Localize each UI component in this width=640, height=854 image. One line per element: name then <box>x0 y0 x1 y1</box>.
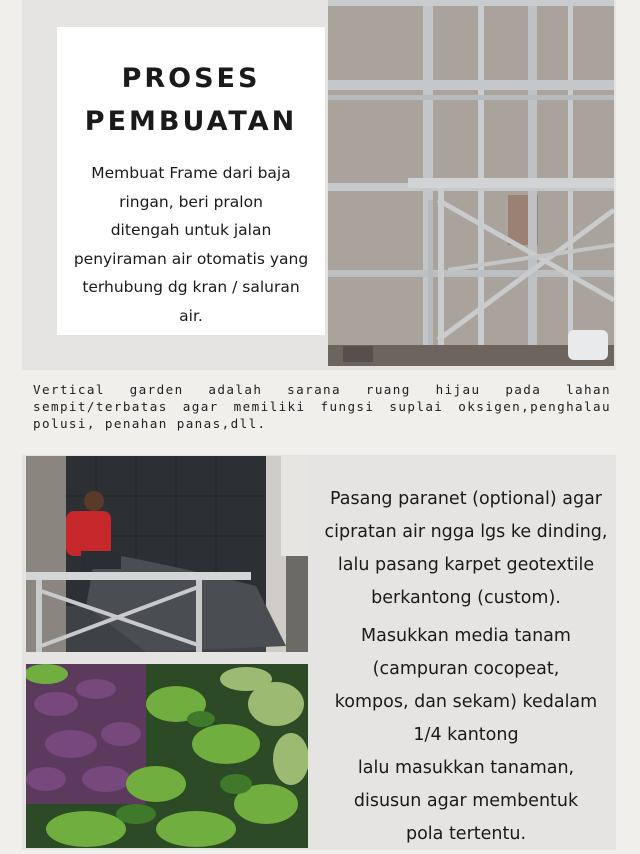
garden-photo <box>26 664 308 848</box>
media-text-line: lalu masukkan tanaman, <box>357 758 575 778</box>
title-line-2: PEMBUATAN <box>84 106 298 137</box>
frame-text-line: penyiraman air otomatis yang <box>73 249 309 268</box>
media-text-line: kompos, dan sekam) kedalam <box>334 692 598 712</box>
intro-line: Vertical garden adalah sarana ruang hijau pada lahan <box>33 382 611 397</box>
media-text-line: (campuran cocopeat, <box>372 659 560 679</box>
paranet-photo <box>26 456 308 652</box>
media-instructions <box>316 620 616 851</box>
frame-photo <box>328 0 614 366</box>
page-title <box>57 57 325 143</box>
paranet-text-line: berkantong (custom). <box>371 588 561 608</box>
frame-text-line: ringan, beri pralon <box>119 192 263 211</box>
intro-line: sempit/terbatas agar memiliki fungsi suplai oksigen,penghalau <box>33 399 611 414</box>
frame-text-line: air. <box>179 306 203 325</box>
frame-description <box>57 159 325 330</box>
paranet-text-line: Pasang paranet (optional) agar <box>329 489 603 509</box>
frame-text-line: terhubung dg kran / saluran <box>82 278 300 296</box>
intro-paragraph <box>33 381 611 432</box>
paranet-instructions <box>316 483 616 615</box>
frame-text-line: Membuat Frame dari baja <box>91 164 291 182</box>
media-text-line: pola tertentu. <box>405 824 527 844</box>
intro-line: polusi, penahan panas,dll. <box>33 416 267 431</box>
media-text-line: disusun agar membentuk <box>353 791 579 811</box>
media-text-line: 1/4 kantong <box>413 725 519 745</box>
paranet-text-line: lalu pasang karpet geotextile <box>337 555 595 575</box>
media-text-line: Masukkan media tanam <box>361 626 571 646</box>
title-card <box>57 27 325 335</box>
paranet-text-line: cipratan air ngga lgs ke dinding, <box>324 522 608 542</box>
frame-text-line: ditengah untuk jalan <box>110 221 272 239</box>
title-line-1: PROSES <box>121 63 261 94</box>
